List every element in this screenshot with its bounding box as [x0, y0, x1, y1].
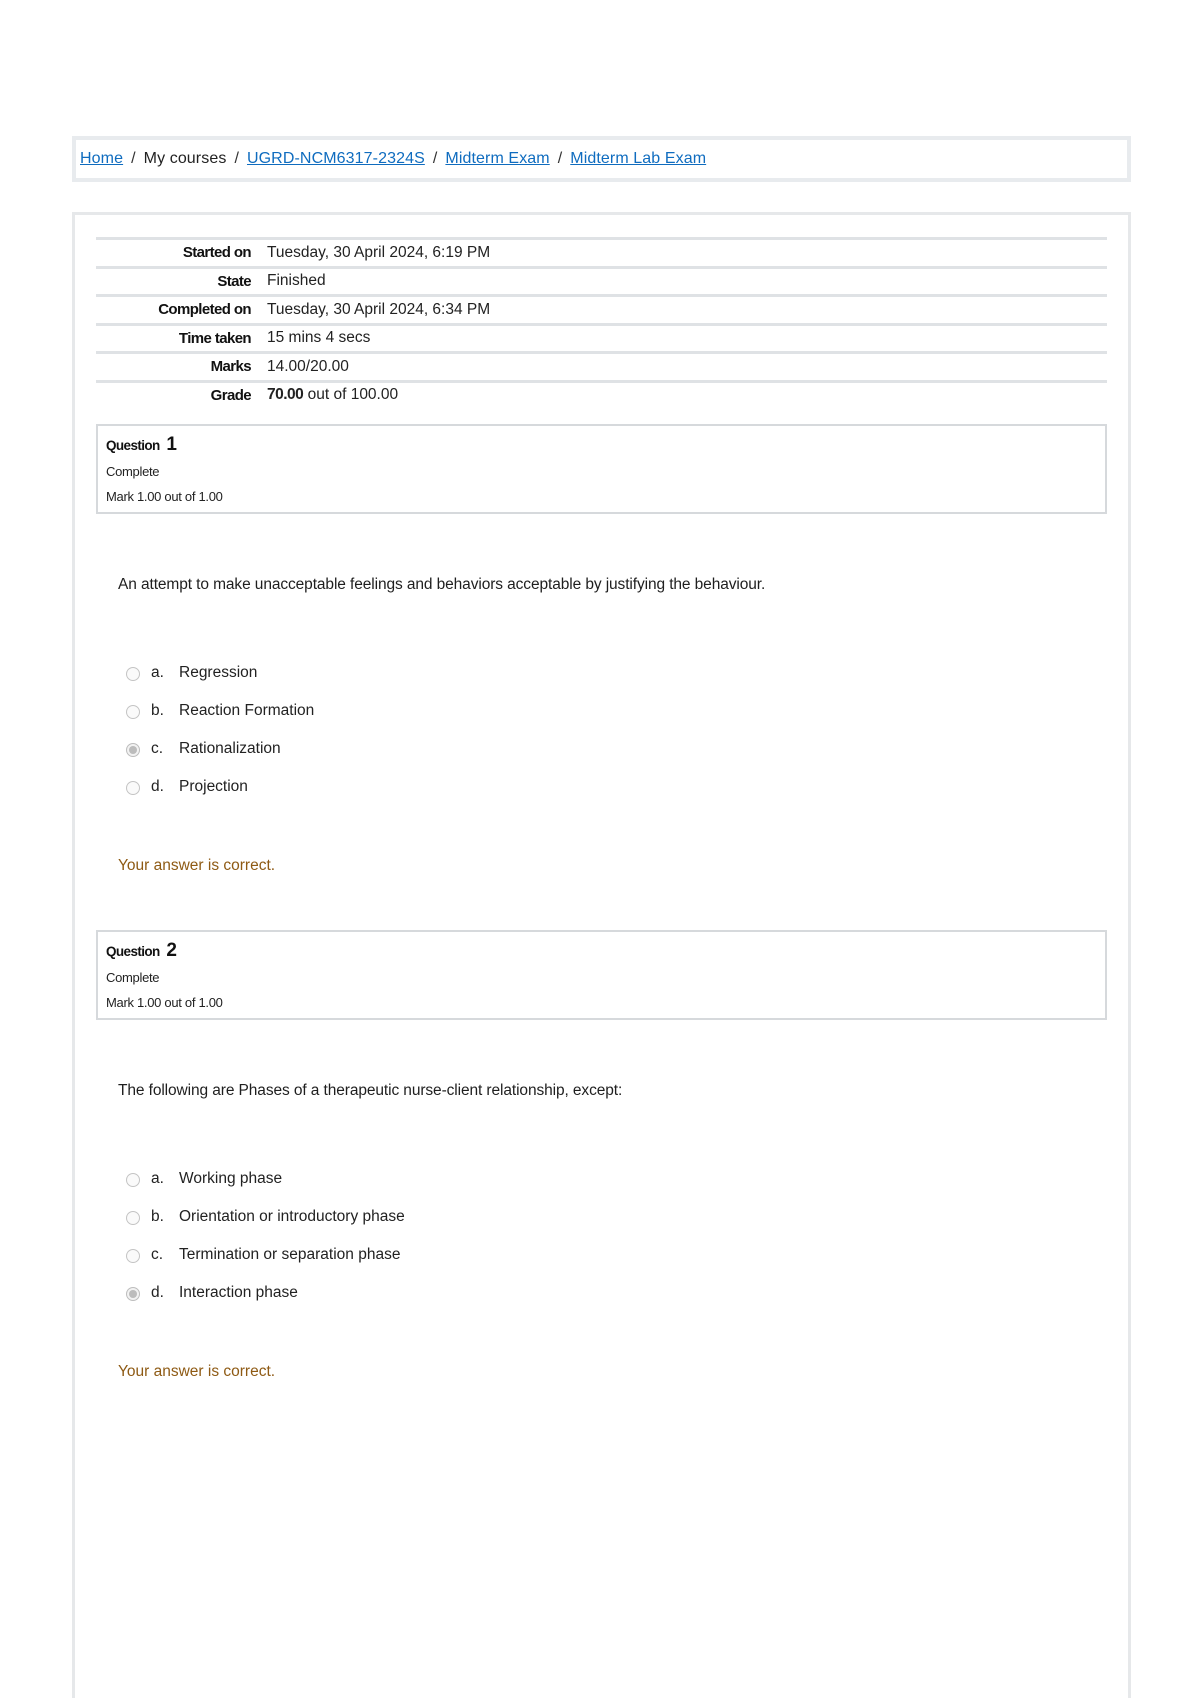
summary-row-started — [96, 237, 1107, 266]
breadcrumb-course-link[interactable]: UGRD-NCM6317-2324S — [246, 150, 425, 167]
radio-button[interactable] — [126, 1211, 140, 1225]
summary-row-marks — [96, 351, 1107, 380]
summary-value: Tuesday, 30 April 2024, 6:34 PM — [267, 300, 491, 318]
answer-text: Interaction phase — [179, 1284, 298, 1301]
answer-option[interactable] — [126, 730, 314, 768]
question-state: Complete — [106, 464, 160, 479]
answer-option[interactable] — [126, 1160, 405, 1198]
radio-button[interactable] — [126, 1173, 140, 1187]
answer-letter: a. — [151, 664, 164, 681]
breadcrumb-home-link[interactable]: Home — [80, 150, 124, 167]
feedback-text: Your answer is correct. — [118, 1363, 276, 1380]
radio-button[interactable] — [126, 667, 140, 681]
summary-label: Started on — [182, 244, 251, 262]
question-info-box — [96, 424, 1107, 514]
summary-row-state — [96, 266, 1107, 295]
answer-letter: b. — [151, 702, 164, 719]
summary-label: Time taken — [178, 329, 251, 347]
summary-value: Tuesday, 30 April 2024, 6:19 PM — [267, 243, 491, 261]
answer-text: Regression — [179, 664, 258, 681]
answer-text: Orientation or introductory phase — [179, 1208, 405, 1225]
answer-options — [126, 654, 314, 806]
attempt-summary-table — [96, 237, 1107, 408]
summary-row-time-taken — [96, 323, 1107, 352]
answer-letter: c. — [151, 740, 164, 757]
summary-value: 15 mins 4 secs — [267, 329, 371, 347]
question-info-box — [96, 930, 1107, 1020]
answer-option[interactable] — [126, 1198, 405, 1236]
summary-value: Finished — [267, 272, 326, 290]
answer-text: Reaction Formation — [179, 702, 315, 719]
breadcrumb-separator: / — [432, 150, 438, 167]
answer-text: Rationalization — [179, 740, 281, 757]
answer-options — [126, 1160, 405, 1312]
question-mark: Mark 1.00 out of 1.00 — [106, 995, 223, 1010]
breadcrumb — [72, 136, 1131, 182]
radio-button[interactable] — [126, 705, 140, 719]
question-number-value: 1 — [161, 434, 177, 455]
radio-button[interactable] — [126, 781, 140, 795]
answer-option[interactable] — [126, 1236, 405, 1274]
question-number — [106, 434, 1097, 456]
breadcrumb-separator: / — [234, 150, 239, 167]
summary-row-completed — [96, 294, 1107, 323]
summary-row-grade — [96, 380, 1107, 409]
breadcrumb-section-link[interactable]: Midterm Exam — [445, 150, 550, 167]
answer-text: Working phase — [179, 1170, 283, 1187]
summary-label: Grade — [210, 386, 251, 404]
question-number-value: 2 — [161, 940, 177, 961]
question-text: The following are Phases of a therapeutic nurse-client relationship, except: — [118, 1082, 623, 1099]
question-number — [106, 940, 1097, 962]
answer-option[interactable] — [126, 692, 314, 730]
breadcrumb-separator: / — [557, 150, 563, 167]
answer-option[interactable] — [126, 1274, 405, 1312]
answer-letter: d. — [151, 1284, 164, 1301]
summary-value — [251, 386, 398, 404]
question-mark: Mark 1.00 out of 1.00 — [106, 489, 223, 504]
breadcrumb-my-courses: My courses — [143, 150, 227, 167]
grade-score: 70.00 — [267, 386, 304, 404]
question-label: Question — [106, 438, 160, 453]
answer-letter: a. — [151, 1170, 164, 1187]
radio-button[interactable] — [126, 1249, 140, 1263]
answer-option[interactable] — [126, 654, 314, 692]
answer-text: Projection — [179, 778, 248, 795]
grade-out-of: out of 100.00 — [307, 386, 399, 404]
feedback-text: Your answer is correct. — [118, 857, 276, 874]
answer-option[interactable] — [126, 768, 314, 806]
question-state: Complete — [106, 970, 160, 985]
answer-letter: d. — [151, 778, 164, 795]
summary-label: State — [217, 272, 251, 290]
summary-value: 14.00/20.00 — [267, 357, 349, 375]
radio-button-selected[interactable] — [126, 1287, 140, 1301]
question-text: An attempt to make unacceptable feelings and behaviors acceptable by justifying the behaviour. — [118, 576, 766, 593]
answer-letter: c. — [151, 1246, 164, 1263]
summary-label: Marks — [210, 358, 251, 376]
radio-button-selected[interactable] — [126, 743, 140, 757]
summary-label: Completed on — [158, 301, 251, 319]
breadcrumb-separator: / — [131, 150, 136, 167]
question-label: Question — [106, 944, 160, 959]
answer-text: Termination or separation phase — [179, 1246, 401, 1263]
answer-letter: b. — [151, 1208, 164, 1225]
breadcrumb-quiz-link[interactable]: Midterm Lab Exam — [570, 150, 707, 167]
